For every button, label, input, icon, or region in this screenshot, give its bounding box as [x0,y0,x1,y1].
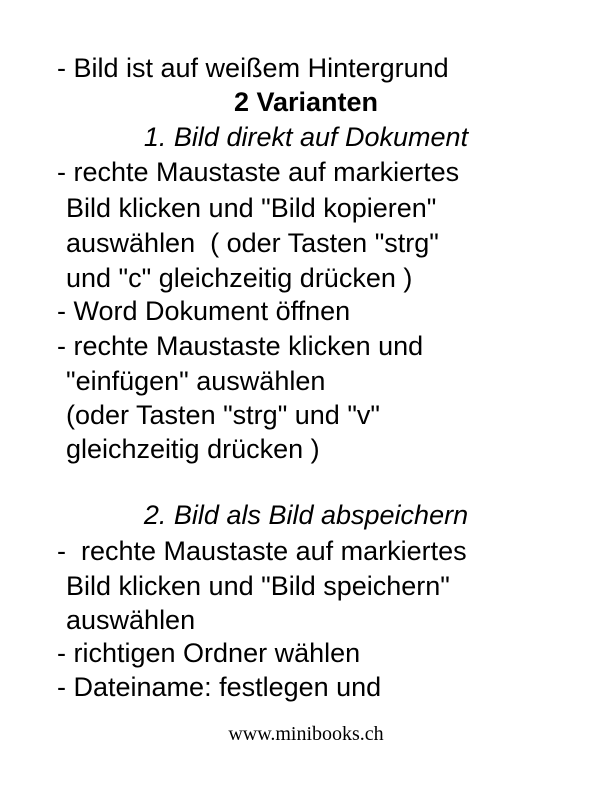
variant-1-step: - rechte Maustaste auf markiertes [57,157,460,187]
variant-1-title: 1. Bild direkt auf Dokument [143,122,469,152]
variant-2-step: Bild klicken und "Bild speichern" [66,571,450,601]
variant-1-step: (oder Tasten "strg" und "v" [66,400,380,430]
variant-1-step: "einfügen" auswählen [66,366,326,396]
variants-heading: 2 Varianten [233,87,379,117]
variant-2-title: 2. Bild als Bild abspeichern [143,500,469,530]
variant-2-step: - Dateiname: festlegen und [57,672,382,702]
variant-1-step: auswählen ( oder Tasten "strg" [66,228,439,258]
variant-2-step: auswählen [66,605,196,635]
variant-1-step: Bild klicken und "Bild kopieren" [66,193,437,223]
intro-line: - Bild ist auf weißem Hintergrund [57,53,449,83]
variant-1-step: gleichzeitig drücken ) [66,434,320,464]
variant-1-step: und "c" gleichzeitig drücken ) [66,263,413,293]
variant-1-step: - Word Dokument öffnen [57,296,351,326]
variant-2-step: - rechte Maustaste auf markiertes [57,536,467,566]
footer-url: www.minibooks.ch [228,723,384,745]
variant-1-step: - rechte Maustaste klicken und [57,331,424,361]
variant-2-step: - richtigen Ordner wählen [57,638,361,668]
